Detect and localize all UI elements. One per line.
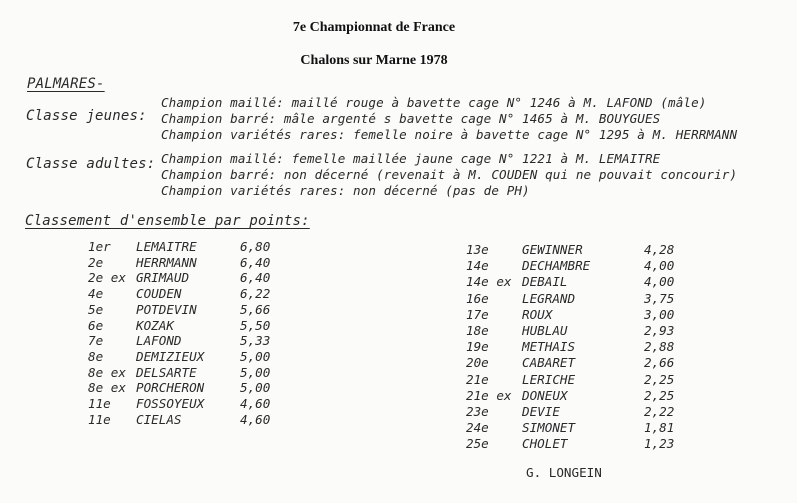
ranking-name: DONEUX — [522, 387, 568, 403]
ranking-rank: 14e — [466, 258, 489, 274]
ranking-points: 6,40 — [240, 270, 271, 286]
ranking-points: 4,60 — [240, 411, 271, 427]
ranking-rank: 4e — [88, 286, 104, 302]
ranking-rank: 20e — [466, 355, 489, 371]
ranking-points: 2,25 — [644, 371, 675, 387]
ranking-points: 6,80 — [240, 239, 271, 254]
ranking-name: HERRMANN — [136, 254, 197, 270]
ranking-rank: 2e ex — [88, 270, 126, 286]
ranking-rank: 16e — [466, 290, 489, 306]
ranking-points: 5,33 — [240, 333, 271, 349]
ranking-rank: 7e — [88, 333, 104, 349]
ranking-name: KOZAK — [136, 317, 174, 333]
classement-heading: Classement d'ensemble par points: — [25, 213, 310, 229]
ranking-rank: 5e — [88, 301, 104, 317]
ranking-points: 4,00 — [644, 274, 675, 290]
palmares-line: Champion maillé: maillé rouge à bavette cage N° 1246 à M. LAFOND (mâle) — [161, 95, 707, 110]
ranking-name: PORCHERON — [136, 380, 205, 396]
class-label-adultes: Classe adultes: — [26, 156, 156, 172]
ranking-name: METHAIS — [522, 339, 576, 355]
ranking-rank: 8e ex — [88, 380, 126, 396]
ranking-rank: 14e ex — [466, 274, 512, 290]
ranking-name: DEBAIL — [522, 274, 568, 290]
ranking-points: 5,00 — [240, 364, 271, 380]
ranking-rank: 11e — [88, 411, 111, 427]
ranking-points: 2,88 — [644, 339, 675, 355]
palmares-line: Champion maillé: femelle maillée jaune cage N° 1221 à M. LEMAITRE — [161, 151, 661, 166]
palmares-line: Champion variétés rares: non décerné (pas de PH) — [161, 183, 530, 198]
ranking-rank: 21e — [466, 371, 489, 387]
palmares-line: Champion barré: non décerné (revenait à M. COUDEN qui ne pouvait concourir) — [161, 167, 738, 182]
ranking-name: LEGRAND — [522, 290, 576, 306]
ranking-name: CHOLET — [522, 436, 568, 452]
ranking-name: POTDEVIN — [136, 301, 197, 317]
ranking-name: CIELAS — [136, 411, 182, 427]
ranking-rank: 1er — [88, 239, 111, 254]
ranking-name: DELSARTE — [136, 364, 197, 380]
ranking-name: CABARET — [522, 355, 576, 371]
ranking-points: 6,40 — [240, 254, 271, 270]
ranking-name: LEMAITRE — [136, 239, 197, 254]
ranking-points: 4,28 — [644, 242, 675, 257]
ranking-points: 1,81 — [644, 420, 675, 436]
palmares-line: Champion variétés rares: femelle noire à bavette cage N° 1295 à M. HERRMANN — [161, 127, 738, 142]
ranking-rank: 19e — [466, 339, 489, 355]
ranking-rank: 23e — [466, 404, 489, 419]
ranking-rank: 8e ex — [88, 364, 126, 380]
ranking-points: 6,22 — [240, 286, 271, 302]
ranking-rank: 21e ex — [466, 387, 512, 403]
ranking-name: HUBLAU — [522, 323, 568, 338]
ranking-rank: 2e — [88, 254, 104, 270]
ranking-rank: 17e — [466, 306, 489, 322]
ranking-name: LERICHE — [522, 371, 576, 387]
ranking-points: 5,66 — [240, 301, 271, 317]
ranking-points: 5,50 — [240, 317, 271, 333]
ranking-rank: 18e — [466, 323, 489, 338]
signature: G. LONGEIN — [526, 465, 602, 480]
ranking-points: 3,75 — [644, 290, 675, 306]
ranking-name: GRIMAUD — [136, 270, 190, 286]
ranking-name: GEWINNER — [522, 242, 583, 257]
ranking-rank: 8e — [88, 348, 104, 364]
ranking-points: 2,66 — [644, 355, 675, 371]
page-subtitle: Chalons sur Marne 1978 — [300, 53, 448, 68]
ranking-points: 2,22 — [644, 404, 675, 419]
ranking-points: 4,60 — [240, 396, 271, 411]
ranking-name: DECHAMBRE — [522, 258, 591, 274]
page-title: 7e Championnat de France — [292, 20, 456, 35]
ranking-rank: 6e — [88, 317, 104, 333]
ranking-rank: 25e — [466, 436, 489, 452]
ranking-name: ROUX — [522, 306, 553, 322]
ranking-name: LAFOND — [136, 333, 182, 349]
ranking-points: 2,93 — [644, 323, 675, 338]
ranking-name: DEMIZIEUX — [136, 348, 205, 364]
ranking-points: 5,00 — [240, 380, 271, 396]
ranking-rank: 13e — [466, 242, 489, 257]
palmares-line: Champion barré: mâle argenté s bavette cage N° 1465 à M. BOUYGUES — [161, 111, 661, 126]
palmares-heading: PALMARES- — [27, 76, 105, 92]
ranking-rank: 11e — [88, 396, 111, 411]
ranking-points: 2,25 — [644, 387, 675, 403]
ranking-points: 5,00 — [240, 348, 271, 364]
ranking-name: DEVIE — [522, 404, 560, 419]
ranking-points: 3,00 — [644, 306, 675, 322]
class-label-jeunes: Classe jeunes: — [26, 108, 147, 124]
ranking-name: COUDEN — [136, 286, 182, 302]
ranking-name: FOSSOYEUX — [136, 396, 205, 411]
ranking-rank: 24e — [466, 420, 489, 436]
ranking-points: 1,23 — [644, 436, 675, 452]
ranking-points: 4,00 — [644, 258, 675, 274]
ranking-name: SIMONET — [522, 420, 576, 436]
